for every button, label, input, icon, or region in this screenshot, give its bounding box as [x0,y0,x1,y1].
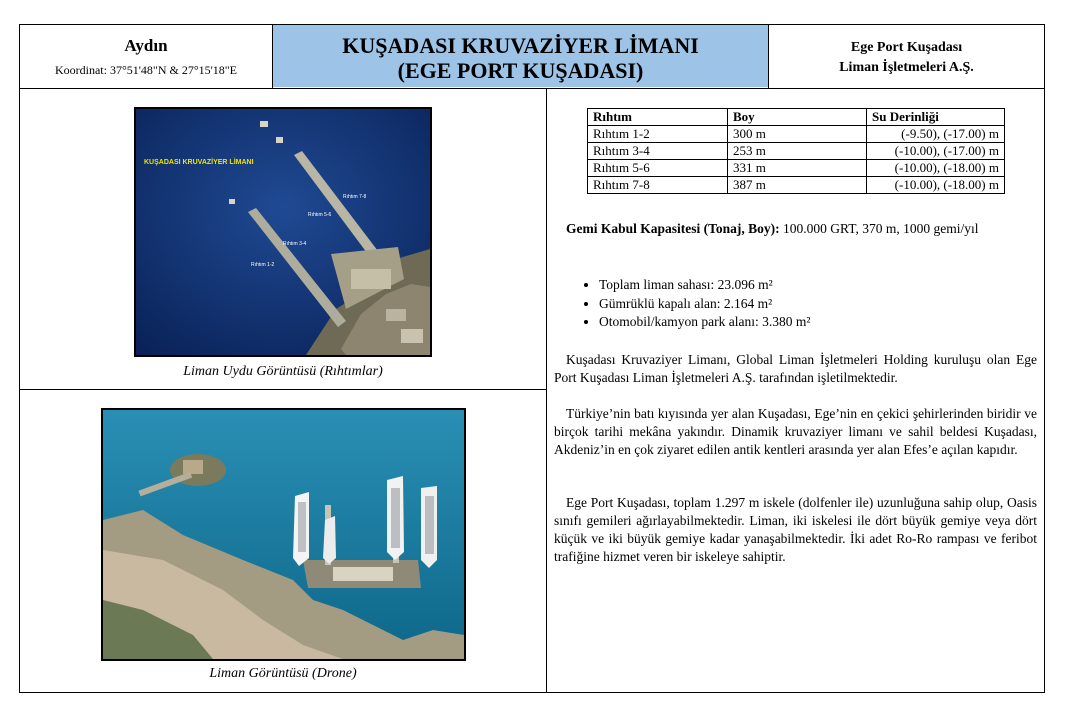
satellite-label-5-6: Rıhtım 5-6 [308,212,332,218]
capacity-paragraph [554,220,1037,238]
title-line-1: KUŞADASI KRUVAZİYER LİMANI [342,33,699,58]
table-cell: 387 m [728,177,867,194]
satellite-label-3-4: Rıhtım 3-4 [283,241,307,247]
title-line-2: (EGE PORT KUŞADASI) [397,58,644,83]
table-row [588,177,1005,194]
facility-list [575,276,810,332]
header-operator [769,25,1044,87]
paragraph-operator: Kuşadası Kruvaziyer Limanı, Global Liman İşletmeleri Holding kuruluşu olan Ege Port Kuşadası Liman İşletmeleri A.Ş. tarafından işletilmektedir. [554,352,1037,385]
capacity-value: 100.000 GRT, 370 m, 1000 gemi/yıl [779,221,979,236]
satellite-caption: Liman Uydu Görüntüsü (Rıhtımlar) [183,364,383,379]
table-cell: 300 m [728,126,867,143]
table-cell: (-10.00), (-17.00) m [867,143,1005,160]
satellite-title-label: KUŞADASI KRUVAZİYER LİMANI [144,159,254,166]
table-cell: Rıhtım 5-6 [588,160,728,177]
table-cell: 331 m [728,160,867,177]
table-header-row [588,109,1005,126]
table-header: Su Derinliği [867,109,1005,126]
table-row [588,143,1005,160]
table-cell: 253 m [728,143,867,160]
paragraph-capacity: Ege Port Kuşadası, toplam 1.297 m iskele (dolfenler ile) uzunluğuna sahip olup, Oasis sınıfı gemileri ağırlayabilmektedir. Liman, iki iskelesi ile dört büyük gemiye veya dört küçük ve iki büyük gemiye kadar yanaşabilmektedir. İki adet Ro-Ro rampası ve feribot trafiğine hizmet veren bir iskeleye sahiptir. [554,495,1037,564]
body-divider [546,88,547,693]
list-item: • Gümrüklü kapalı alan: 2.164 m² [599,295,810,314]
capacity-label: Gemi Kabul Kapasitesi (Tonaj, Boy): [566,221,780,236]
header-title [273,25,768,87]
table-cell: Rıhtım 3-4 [588,143,728,160]
operator-line-2: Liman İşletmeleri A.Ş. [839,60,974,75]
table-cell: Rıhtım 1-2 [588,126,728,143]
operator-line-1: Ege Port Kuşadası [850,40,963,55]
paragraph-location: Türkiye’nin batı kıyısında yer alan Kuşadası, Ege’nin en çekici şehirlerinden biridir ve birçok tarihi mekâna yakındır. Dinamik kruvaziyer limanı ve sahil beldesi Kuşadası, Akdeniz’in en çok ziyaret edilen antik kentleri arasında yer alan Efes’e açılan kapıdır. [554,406,1037,457]
table-cell: (-10.00), (-18.00) m [867,177,1005,194]
satellite-label-1-2: Rıhtım 1-2 [251,262,275,268]
coordinates: Koordinat: 37°51'48"N & 27°15'18"E [54,63,238,77]
table-header: Rıhtım [588,109,728,126]
drone-caption: Liman Görüntüsü (Drone) [209,666,357,681]
list-item: • Otomobil/kamyon park alanı: 3.380 m² [599,313,810,332]
drone-image [101,408,466,661]
header-divider [19,88,1045,89]
satellite-label-7-8: Rıhtım 7-8 [343,194,367,200]
list-item: • Toplam liman sahası: 23.096 m² [599,276,810,295]
header-location [20,25,272,87]
table-cell: (-10.00), (-18.00) m [867,160,1005,177]
table-row [588,160,1005,177]
table-row [588,126,1005,143]
city-name: Aydın [124,36,168,55]
image-divider [19,389,547,390]
satellite-image [134,107,432,357]
table-cell: Rıhtım 7-8 [588,177,728,194]
table-header: Boy [728,109,867,126]
table-cell: (-9.50), (-17.00) m [867,126,1005,143]
berth-table [587,108,1005,194]
